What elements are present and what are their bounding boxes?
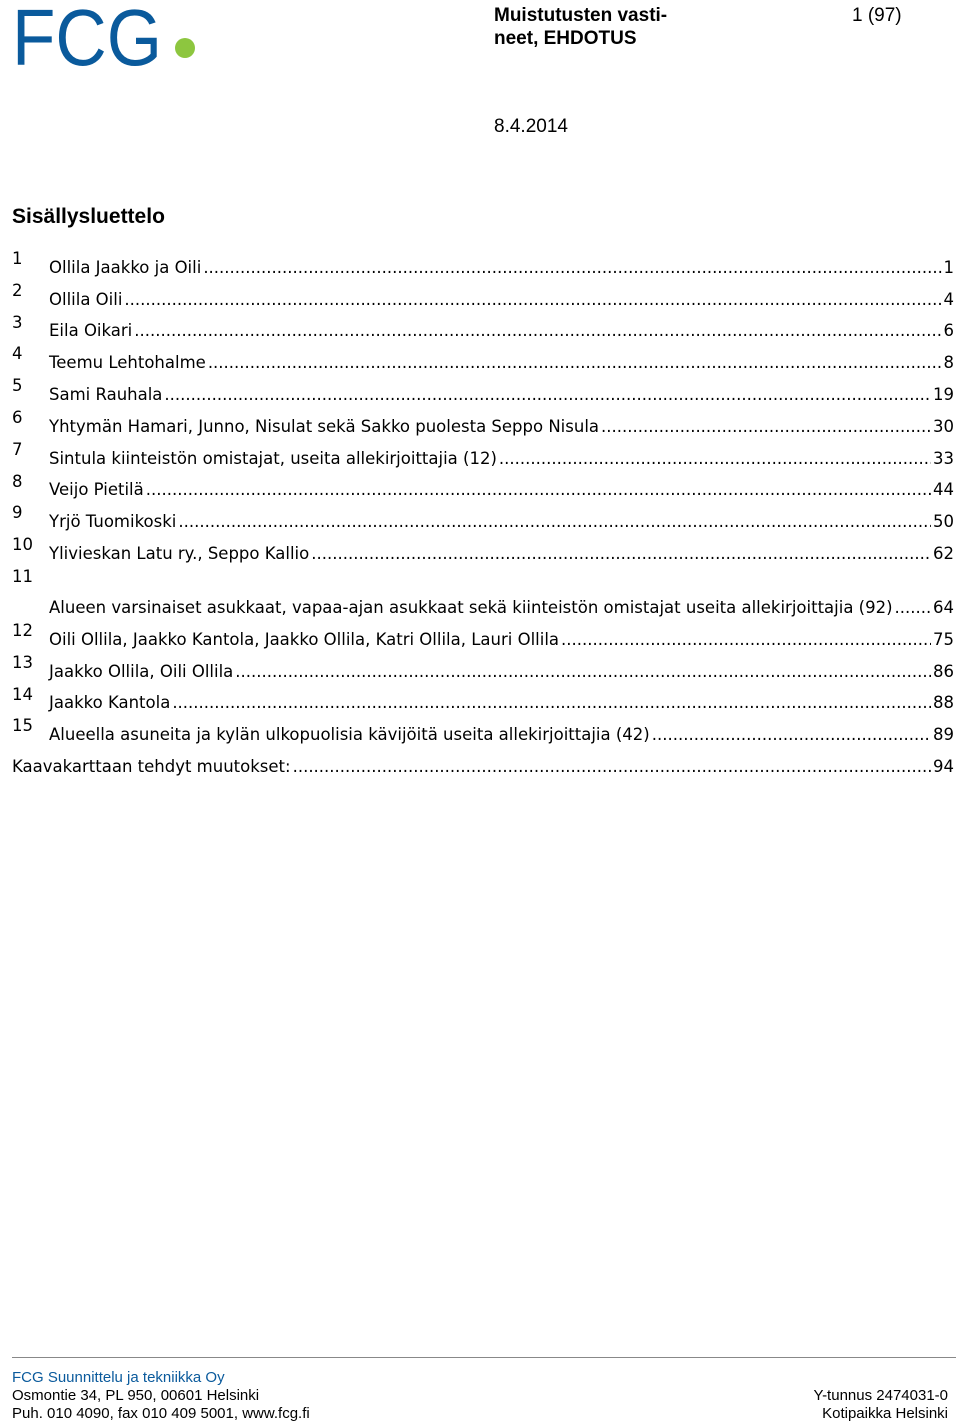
toc-entry-page-number: 6: [943, 321, 954, 341]
document-title-line2: neet, EHDOTUS: [494, 28, 637, 49]
toc-entry-number: 6: [12, 407, 23, 427]
toc-entry-leader-dots: [208, 352, 942, 374]
toc-entry-page-number: 50: [933, 512, 954, 532]
footer-address: Osmontie 34, PL 950, 00601 Helsinki: [12, 1387, 260, 1404]
toc-entry-body: [49, 597, 954, 619]
toc-entry[interactable]: [12, 565, 954, 619]
toc-entry-body: [49, 724, 954, 746]
toc-entry-leader-dots: [146, 479, 931, 501]
footer: [12, 1369, 948, 1423]
footer-business-id: Y-tunnus 2474031-0: [813, 1387, 948, 1404]
toc-entry[interactable]: [12, 651, 954, 683]
toc-entry-title: Eila Oikari: [49, 321, 133, 341]
toc-entry-body: [49, 479, 954, 501]
footer-domicile: Kotipaikka Helsinki: [822, 1405, 948, 1422]
document-title-line1: Muistutusten vasti-: [494, 5, 668, 26]
toc-entry-title: Jaakko Kantola: [49, 693, 171, 713]
toc-entry-title: Yrjö Tuomikoski: [49, 512, 177, 532]
toc-entry[interactable]: [12, 470, 954, 502]
toc-entry-body: [49, 448, 954, 470]
toc-entry-page-number: 86: [933, 661, 954, 681]
table-of-contents: [12, 247, 954, 778]
toc-entry-title: Ollila Jaakko ja Oili: [49, 257, 202, 277]
toc-entry-body: [49, 629, 954, 651]
toc-entry-leader-dots: [293, 756, 931, 778]
toc-entry-number: 4: [12, 344, 23, 364]
toc-entry-number: 8: [12, 471, 23, 491]
toc-entry-title: Teemu Lehtohalme: [49, 353, 206, 373]
toc-entry-body: [49, 511, 954, 533]
toc-entry-page-number: 89: [933, 725, 954, 745]
toc-entry[interactable]: [12, 438, 954, 470]
toc-entry[interactable]: [12, 714, 954, 746]
toc-entry-body: [12, 756, 954, 778]
toc-entry-leader-dots: [652, 724, 931, 746]
toc-entry[interactable]: [12, 311, 954, 343]
toc-entry-number: 10: [12, 535, 33, 555]
toc-entry-title: Alueen varsinaiset asukkaat, vapaa-ajan asukkaat sekä kiinteistön omistajat useita allekirjoittajia (92): [49, 597, 893, 617]
toc-entry-page-number: 75: [933, 629, 954, 649]
toc-entry[interactable]: [12, 533, 954, 565]
logo-green-dot: [175, 38, 195, 58]
document-date: 8.4.2014: [494, 116, 568, 137]
toc-entry-page-number: 88: [933, 693, 954, 713]
page-indicator: 1 (97): [852, 5, 902, 26]
toc-entry-number: 15: [12, 716, 33, 736]
toc-entry-leader-dots: [134, 320, 941, 342]
toc-entry-page-number: 8: [943, 353, 954, 373]
document-title: [494, 4, 744, 50]
footer-contact: Puh. 010 4090, fax 010 409 5001, www.fcg.fi: [12, 1405, 310, 1422]
toc-entry-page-number: 62: [933, 543, 954, 563]
toc-entry-leader-dots: [235, 661, 931, 683]
toc-entry-body: [49, 320, 954, 342]
toc-entry-leader-dots: [311, 543, 931, 565]
toc-entry-body: [49, 416, 954, 438]
toc-entry-leader-dots: [172, 692, 931, 714]
toc-entry-leader-dots: [561, 629, 931, 651]
toc-entry-page-number: 64: [933, 597, 954, 617]
toc-entry[interactable]: [12, 619, 954, 651]
toc-entry[interactable]: [12, 746, 954, 778]
toc-entry-title: Jaakko Ollila, Oili Ollila: [49, 661, 234, 681]
toc-entry[interactable]: [12, 342, 954, 374]
toc-heading: Sisällysluettelo: [12, 205, 165, 228]
toc-entry-title: Sami Rauhala: [49, 384, 163, 404]
toc-entry-page-number: 33: [933, 448, 954, 468]
toc-entry-page-number: 19: [933, 384, 954, 404]
toc-entry[interactable]: [12, 279, 954, 311]
toc-entry-leader-dots: [164, 384, 931, 406]
toc-entry[interactable]: [12, 247, 954, 279]
toc-entry-body: [49, 384, 954, 406]
fcg-logo: [12, 2, 202, 68]
toc-entry-leader-dots: [895, 597, 931, 619]
footer-company: FCG Suunnittelu ja tekniikka Oy: [12, 1369, 225, 1386]
toc-entry-page-number: 1: [943, 257, 954, 277]
toc-entry-title: Yhtymän Hamari, Junno, Nisulat sekä Sakko puolesta Seppo Nisula: [49, 416, 600, 436]
toc-entry-page-number: 30: [933, 416, 954, 436]
toc-entry[interactable]: [12, 406, 954, 438]
toc-entry-page-number: 44: [933, 480, 954, 500]
toc-entry-body: [49, 289, 954, 311]
toc-entry-leader-dots: [601, 416, 931, 438]
toc-entry-number: 1: [12, 249, 23, 268]
toc-entry-number: 3: [12, 312, 23, 332]
toc-entry-title: Kaavakarttaan tehdyt muutokset:: [12, 756, 291, 776]
logo-text: FCG: [12, 2, 162, 68]
toc-entry-number: 13: [12, 652, 33, 672]
toc-entry-body: [49, 543, 954, 565]
toc-entry-page-number: 4: [943, 289, 954, 309]
toc-entry-leader-dots: [178, 511, 931, 533]
toc-entry-title: Oili Ollila, Jaakko Kantola, Jaakko Ollila, Katri Ollila, Lauri Ollila: [49, 629, 560, 649]
toc-entry-body: [49, 661, 954, 683]
toc-entry-number: 9: [12, 503, 23, 523]
toc-entry-title: Ylivieskan Latu ry., Seppo Kallio: [49, 543, 310, 563]
toc-entry-title: Ollila Oili: [49, 289, 123, 309]
toc-entry-body: [49, 692, 954, 714]
toc-entry[interactable]: [12, 683, 954, 715]
toc-entry-number: 7: [12, 439, 23, 459]
toc-entry-number: 11: [12, 566, 33, 586]
toc-entry-number: 14: [12, 684, 33, 704]
toc-entry-leader-dots: [203, 257, 941, 279]
toc-entry-number: 12: [12, 620, 33, 640]
toc-entry-title: Sintula kiinteistön omistajat, useita allekirjoittajia (12): [49, 448, 497, 468]
toc-entry-title: Alueella asuneita ja kylän ulkopuolisia kävijöitä useita allekirjoittajia (42): [49, 725, 650, 745]
toc-entry-leader-dots: [499, 448, 931, 470]
footer-divider: [12, 1357, 956, 1358]
toc-entry-number: 2: [12, 280, 23, 300]
toc-entry-number: 5: [12, 376, 23, 396]
toc-entry[interactable]: [12, 501, 954, 533]
toc-entry-leader-dots: [124, 289, 941, 311]
toc-entry-title: Veijo Pietilä: [49, 480, 144, 500]
toc-entry-page-number: 94: [933, 756, 954, 776]
toc-entry[interactable]: [12, 374, 954, 406]
toc-entry-body: [49, 352, 954, 374]
toc-entry-body: [49, 257, 954, 279]
